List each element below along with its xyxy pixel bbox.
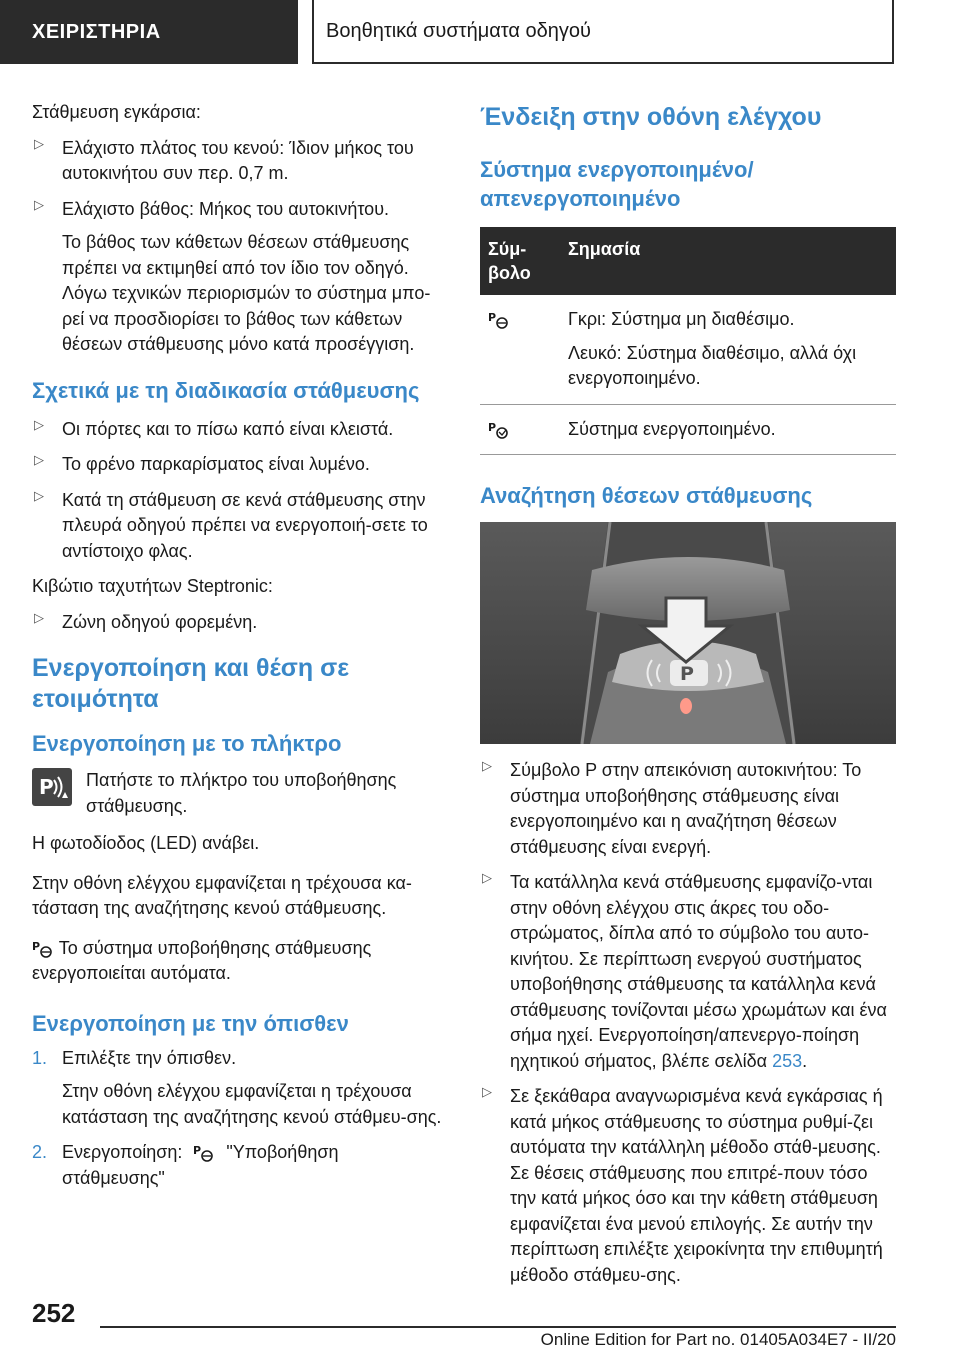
- svg-text:P: P: [39, 775, 54, 799]
- heading-display: Ένδειξη στην οθόνη ελέγχου: [480, 103, 822, 131]
- table-row: P Σύστημα ενεργοποιημένο.: [480, 404, 896, 455]
- list-item: 2. Ενεργοποίηση: P "Υποβοήθηση στάθμευσης": [32, 1142, 339, 1188]
- park-assist-icon: [488, 310, 510, 330]
- button-instruction: P Πατήστε το πλήκτρο του υποβοήθησης στάθμευσης.: [32, 768, 446, 819]
- list-item: ▷ Σε ξεκάθαρα αναγνωρισμένα κενά εγκάρσιας ή κατά μήκος στάθμευσης το σύστημα ρυθμί-ζει αυτόματα την κατάλληλη μέθοδο στάθ-μευσης. Σε θέσεις στάθμευσης που επιτρέ-πουν τόσο την κατά μήκος όσο και την κάθετη στάθμευση εμφανίζεται ένα μενού επιλογής. Σε αυτήν την περίπτωση επιλέξτε χειροκίνητα την επιθυμητή μέθοδο στάθμευ-σης.: [482, 1084, 883, 1285]
- triangle-bullet-icon: ▷: [482, 758, 492, 773]
- heading-procedure: Σχετικά με τη διαδικασία στάθμευσης: [32, 377, 420, 403]
- led-text: Η φωτοδίοδος (LED) ανάβει.: [32, 833, 260, 853]
- left-column: [32, 100, 446, 1201]
- heading-system: Σύστημα ενεργοποιημένο/ απενεργοποιημένο: [480, 157, 754, 211]
- svg-text:P: P: [488, 311, 497, 325]
- triangle-bullet-icon: ▷: [34, 135, 44, 151]
- parking-search-image: [480, 522, 896, 744]
- park-assist-active-icon: [488, 420, 510, 440]
- svg-text:P: P: [193, 1144, 202, 1158]
- park-assist-icon: [32, 939, 54, 959]
- symbol-table: [480, 227, 896, 455]
- footer-divider: [100, 1326, 896, 1328]
- auto-text: P Το σύστημα υποβοήθησης στάθμευσης ενεργοποιείται αυτόματα.: [32, 937, 372, 983]
- list-item: 1. Επιλέξτε την όπισθεν. Στην οθόνη ελέγχου εμφανίζεται η τρέχουσα κατάσταση της αναζήτησης κενού στάθμευ-σης.: [32, 1047, 442, 1127]
- photo-p-symbol: P: [680, 663, 694, 685]
- list-item: ▷ Σύμβολο P στην απεικόνιση αυτοκινήτου: Το σύστημα υποβοήθησης στάθμευσης είναι ενεργοποιημένο και η αναζήτηση θέσεων στάθμευσης είναι ενεργή.: [482, 758, 862, 857]
- section-title: ΧΕΙΡΙΣΤΗΡΙΑ: [0, 0, 298, 64]
- edition-text: Online Edition for Part no. 01405A034E7 - II/20: [540, 1330, 896, 1349]
- triangle-bullet-icon: ▷: [34, 416, 44, 432]
- list-item: ▷ Τα κατάλληλα κενά στάθμευσης εμφανίζο-νται στην οθόνη ελέγχου στις άκρες του οδο-στρώματος, δίπλα από το σύμβολο του αυτο-κινήτου. Σε περίπτωση ενεργού συστήματος υποβοήθησης στάθμευσης τα κατάλληλα κενά στάθμευσης τονίζονται μέσω χρωμάτων και ένα σήμα ηχεί. Ενεργοποίηση/απενεργο-ποίηση ηχητικού σήματος, βλέπε σελίδα 253.: [482, 870, 887, 1071]
- triangle-bullet-icon: ▷: [34, 452, 44, 467]
- heading-reverse: Ενεργοποίηση με την όπισθεν: [32, 1010, 349, 1036]
- table-header-row: Σύμ-βολο Σημασία: [480, 227, 896, 295]
- list-item: ▷ Ζώνη οδηγού φορεμένη.: [34, 609, 258, 632]
- list-item: ▷ Κατά τη στάθμευση σε κενά στάθμευσης στην πλευρά οδηγού πρέπει να ενεργοποιή-σετε το αντίστοιχο φλας.: [34, 487, 428, 561]
- list-item: ▷ Το φρένο παρκαρίσματος είναι λυμένο.: [34, 452, 370, 474]
- triangle-bullet-icon: ▷: [34, 609, 44, 625]
- chapter-title: Βοηθητικά συστήματα οδηγού: [312, 0, 894, 64]
- svg-text:P: P: [32, 939, 41, 953]
- heading-button: Ενεργοποίηση με το πλήκτρο: [32, 731, 342, 756]
- park-assist-icon: [193, 1143, 215, 1163]
- heading-activation: Ενεργοποίηση και θέση σε ετοιμότητα: [32, 654, 350, 713]
- triangle-bullet-icon: ▷: [34, 487, 44, 503]
- list-item: ▷ Ελάχιστο πλάτος του κενού: Ίδιον μήκος του αυτοκινήτου συν περ. 0,7 m.: [34, 135, 414, 183]
- park-assist-button-icon: [32, 768, 72, 806]
- list-item: ▷ Ελάχιστο βάθος: Μήκος του αυτοκινήτου. Το βάθος των κάθετων θέσεων στάθμευσης πρέπει να εκτιμηθεί από τον ίδιο τον οδηγό. Λόγω τεχνικών περιορισμών το σύστημα μπο-ρεί να προσδιορίσει το βάθος των κάθετων θέσεων στάθμευσης μόνο κατά προσέγγιση.: [34, 196, 431, 354]
- right-column: [480, 100, 896, 1298]
- svg-text:P: P: [488, 420, 497, 434]
- table-row: P Γκρι: Σύστημα μη διαθέσιμο. Λευκό: Σύστημα διαθέσιμο, αλλά όχι ενεργοποιημένο.: [480, 295, 896, 404]
- page-header: [0, 0, 960, 66]
- triangle-bullet-icon: ▷: [482, 870, 492, 885]
- intro-label: Στάθμευση εγκάρσια:: [32, 102, 201, 122]
- list-item: ▷ Οι πόρτες και το πίσω καπό είναι κλειστά.: [34, 416, 394, 439]
- page-number: 252: [32, 1298, 76, 1328]
- steptronic-label: Κιβώτιο ταχυτήτων Steptronic:: [32, 576, 273, 596]
- page-link[interactable]: 253: [772, 1050, 803, 1071]
- triangle-bullet-icon: ▷: [482, 1084, 492, 1099]
- heading-search: Αναζήτηση θέσεων στάθμευσης: [480, 483, 813, 508]
- display-text: Στην οθόνη ελέγχου εμφανίζεται η τρέχουσα κα-τάσταση της αναζήτησης κενού στάθμευσης.: [32, 872, 412, 918]
- triangle-bullet-icon: ▷: [34, 196, 44, 212]
